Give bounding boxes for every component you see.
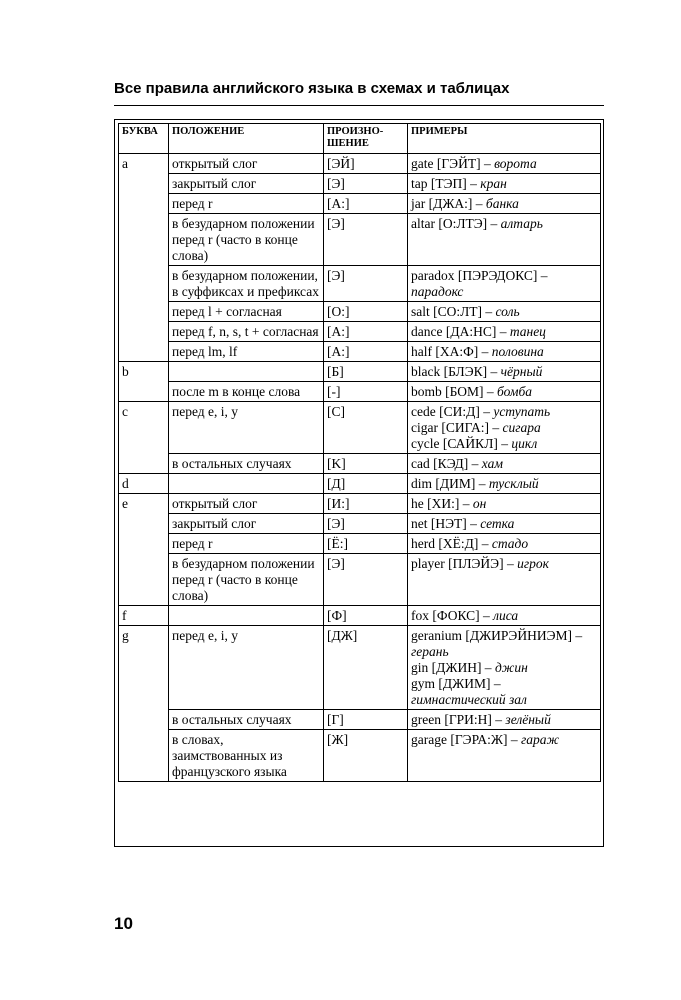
examples-cell <box>408 494 601 514</box>
position-cell: в безударном положении перед r (часто в конце слова) <box>169 214 324 266</box>
example-item <box>411 496 596 512</box>
pronunciation-cell: [О:] <box>324 302 408 322</box>
pronunciation-cell: [ЭЙ] <box>324 154 408 174</box>
position-cell <box>169 606 324 626</box>
example-translation: игрок <box>517 556 549 571</box>
example-word: he <box>411 496 424 511</box>
header-row <box>119 124 601 154</box>
example-item <box>411 608 596 624</box>
pronunciation-cell: [Г] <box>324 710 408 730</box>
example-item <box>411 196 596 212</box>
example-transcription: [ДЖА:] – <box>428 196 483 211</box>
pronunciation-cell: [Э] <box>324 514 408 534</box>
table-row <box>119 730 601 782</box>
table-row <box>119 626 601 710</box>
header-rule <box>114 105 604 106</box>
pronunciation-cell: [Ж] <box>324 730 408 782</box>
examples-cell <box>408 302 601 322</box>
letter-cell: g <box>119 626 169 782</box>
letter-cell: d <box>119 474 169 494</box>
example-transcription: [ТЭП] – <box>430 176 477 191</box>
example-word: cad <box>411 456 430 471</box>
example-word: tap <box>411 176 428 191</box>
example-transcription: [ПЛЭЙЭ] – <box>448 556 514 571</box>
examples-cell <box>408 174 601 194</box>
table-row <box>119 174 601 194</box>
example-word: cede <box>411 404 436 419</box>
example-transcription: [СИГА:] – <box>441 420 500 435</box>
example-word: dim <box>411 476 433 491</box>
example-word: herd <box>411 536 435 551</box>
table-row <box>119 554 601 606</box>
example-transcription: [ДА:НС] – <box>445 324 507 339</box>
position-cell: закрытый слог <box>169 514 324 534</box>
example-transcription: [КЭД] – <box>433 456 479 471</box>
example-word: player <box>411 556 445 571</box>
table-row <box>119 342 601 362</box>
example-word: fox <box>411 608 429 623</box>
example-item <box>411 420 596 436</box>
example-word: jar <box>411 196 426 211</box>
example-translation: бомба <box>497 384 533 399</box>
example-translation: танец <box>509 324 546 339</box>
example-translation: гимнастический зал <box>411 692 527 707</box>
table-row <box>119 266 601 302</box>
pronunciation-cell: [Ё:] <box>324 534 408 554</box>
example-word: altar <box>411 216 435 231</box>
examples-cell <box>408 514 601 534</box>
letter-cell: f <box>119 606 169 626</box>
example-transcription: [ФОКС] – <box>432 608 490 623</box>
example-transcription: [ГЭРА:Ж] – <box>450 732 518 747</box>
table-row <box>119 514 601 534</box>
letter-cell: b <box>119 362 169 402</box>
example-word: geranium <box>411 628 462 643</box>
pronunciation-cell: [A:] <box>324 194 408 214</box>
position-cell <box>169 362 324 382</box>
letter-cell: e <box>119 494 169 606</box>
example-translation: лиса <box>493 608 519 623</box>
example-translation: сетка <box>480 516 515 531</box>
pronunciation-cell: [Д] <box>324 474 408 494</box>
example-item <box>411 268 596 300</box>
example-translation: чёрный <box>500 364 543 379</box>
example-word: gym <box>411 676 436 691</box>
example-item <box>411 732 596 748</box>
examples-cell <box>408 214 601 266</box>
table-row <box>119 606 601 626</box>
example-item <box>411 364 596 380</box>
rules-table <box>118 123 601 782</box>
example-item <box>411 676 596 708</box>
pronunciation-cell: [ДЖ] <box>324 626 408 710</box>
position-cell: после m в конце слова <box>169 382 324 402</box>
table-row <box>119 194 601 214</box>
table-row <box>119 534 601 554</box>
pronunciation-cell: [Э] <box>324 554 408 606</box>
position-cell: перед f, n, s, t + согласная <box>169 322 324 342</box>
example-translation: сигара <box>502 420 541 435</box>
table-row <box>119 402 601 454</box>
pronunciation-cell: [A:] <box>324 342 408 362</box>
example-transcription: [ДЖИРЭЙНИЭМ] – <box>465 628 583 643</box>
pronunciation-cell: [Э] <box>324 266 408 302</box>
position-cell: закрытый слог <box>169 174 324 194</box>
examples-cell <box>408 710 601 730</box>
page-number: 10 <box>114 914 133 933</box>
position-cell: в безударном положении, в суффиксах и префиксах <box>169 266 324 302</box>
examples-cell <box>408 362 601 382</box>
example-word: half <box>411 344 432 359</box>
example-transcription: [СО:ЛТ] – <box>433 304 493 319</box>
example-word: garage <box>411 732 447 747</box>
example-item <box>411 176 596 192</box>
example-translation: герань <box>411 644 449 659</box>
example-item <box>411 404 596 420</box>
header-pronunciation: ПРОИЗНО-ШЕНИЕ <box>324 124 408 154</box>
table-header <box>119 124 601 154</box>
example-word: dance <box>411 324 443 339</box>
position-cell: в остальных случаях <box>169 710 324 730</box>
header-examples: ПРИМЕРЫ <box>408 124 601 154</box>
example-translation: тусклый <box>488 476 539 491</box>
examples-cell <box>408 730 601 782</box>
running-head: Все правила английского языка в схемах и таблицах <box>114 80 510 97</box>
example-translation: кран <box>480 176 507 191</box>
example-item <box>411 436 596 452</box>
example-word: gin <box>411 660 429 675</box>
example-word: bomb <box>411 384 442 399</box>
example-translation: зелёный <box>505 712 551 727</box>
example-item <box>411 536 596 552</box>
letter-cell: c <box>119 402 169 474</box>
table-row <box>119 710 601 730</box>
pronunciation-cell: [Э] <box>324 174 408 194</box>
table-row <box>119 494 601 514</box>
example-item <box>411 628 596 660</box>
example-item <box>411 344 596 360</box>
examples-cell <box>408 194 601 214</box>
pronunciation-cell: [И:] <box>324 494 408 514</box>
examples-cell <box>408 266 601 302</box>
examples-cell <box>408 554 601 606</box>
table-row <box>119 154 601 174</box>
examples-cell <box>408 474 601 494</box>
examples-cell <box>408 626 601 710</box>
example-item <box>411 216 596 232</box>
position-cell: в безударном положении перед r (часто в конце слова) <box>169 554 324 606</box>
example-word: paradox <box>411 268 455 283</box>
examples-cell <box>408 402 601 454</box>
position-cell: перед e, i, y <box>169 626 324 710</box>
example-word: black <box>411 364 441 379</box>
header-position: ПОЛОЖЕНИЕ <box>169 124 324 154</box>
example-item <box>411 456 596 472</box>
examples-cell <box>408 322 601 342</box>
position-cell: открытый слог <box>169 154 324 174</box>
table-row <box>119 214 601 266</box>
example-transcription: [САЙКЛ] – <box>442 436 508 451</box>
example-item <box>411 304 596 320</box>
example-transcription: [ДЖИН] – <box>431 660 492 675</box>
table-row <box>119 302 601 322</box>
example-item <box>411 660 596 676</box>
example-translation: соль <box>495 304 520 319</box>
example-translation: уступать <box>493 404 551 419</box>
examples-cell <box>408 154 601 174</box>
pronunciation-cell: [K] <box>324 454 408 474</box>
example-word: green <box>411 712 441 727</box>
pronunciation-cell: [Э] <box>324 214 408 266</box>
example-word: net <box>411 516 428 531</box>
pronunciation-cell: [-] <box>324 382 408 402</box>
table-row <box>119 382 601 402</box>
example-translation: гараж <box>520 732 560 747</box>
example-transcription: [ХЁ:Д] – <box>438 536 489 551</box>
position-cell: перед r <box>169 534 324 554</box>
table-row <box>119 322 601 342</box>
example-transcription: [ХИ:] – <box>427 496 470 511</box>
example-item <box>411 516 596 532</box>
example-item <box>411 156 596 172</box>
example-item <box>411 384 596 400</box>
examples-cell <box>408 606 601 626</box>
example-word: cycle <box>411 436 440 451</box>
example-transcription: [СИ:Д] – <box>439 404 490 419</box>
example-item <box>411 556 596 572</box>
example-translation: хам <box>481 456 503 471</box>
position-cell: открытый слог <box>169 494 324 514</box>
example-transcription: [БЛЭК] – <box>443 364 498 379</box>
example-translation: половина <box>491 344 544 359</box>
position-cell: перед l + согласная <box>169 302 324 322</box>
pronunciation-cell: [Б] <box>324 362 408 382</box>
table-row <box>119 454 601 474</box>
example-translation: банка <box>485 196 519 211</box>
example-item <box>411 324 596 340</box>
example-item <box>411 712 596 728</box>
pronunciation-cell: [Ф] <box>324 606 408 626</box>
table-row <box>119 362 601 382</box>
example-item <box>411 476 596 492</box>
example-translation: парадокс <box>411 284 464 299</box>
pronunciation-cell: [C] <box>324 402 408 454</box>
letter-cell: a <box>119 154 169 362</box>
example-transcription: [ДЖИМ] – <box>438 676 501 691</box>
example-transcription: [ДИМ] – <box>435 476 486 491</box>
example-transcription: [ГРИ:Н] – <box>444 712 503 727</box>
example-word: salt <box>411 304 430 319</box>
example-translation: стадо <box>491 536 529 551</box>
example-translation: он <box>472 496 487 511</box>
example-transcription: [ГЭЙТ] – <box>436 156 491 171</box>
example-word: gate <box>411 156 434 171</box>
table-row <box>119 474 601 494</box>
examples-cell <box>408 382 601 402</box>
position-cell <box>169 474 324 494</box>
example-word: cigar <box>411 420 438 435</box>
example-transcription: [НЭТ] – <box>430 516 477 531</box>
position-cell: перед e, i, y <box>169 402 324 454</box>
position-cell: перед lm, lf <box>169 342 324 362</box>
table-body <box>119 154 601 782</box>
example-translation: джин <box>494 660 528 675</box>
examples-cell <box>408 342 601 362</box>
position-cell: в словах, заимствованных из французского языка <box>169 730 324 782</box>
header-letter: БУКВА <box>119 124 169 154</box>
example-translation: ворота <box>494 156 537 171</box>
example-transcription: [О:ЛТЭ] – <box>438 216 498 231</box>
example-transcription: [ХА:Ф] – <box>435 344 489 359</box>
example-translation: алтарь <box>500 216 543 231</box>
position-cell: в остальных случаях <box>169 454 324 474</box>
position-cell: перед r <box>169 194 324 214</box>
example-transcription: [ПЭРЭДОКС] – <box>457 268 548 283</box>
examples-cell <box>408 454 601 474</box>
pronunciation-cell: [A:] <box>324 322 408 342</box>
example-transcription: [БОМ] – <box>445 384 494 399</box>
example-translation: цикл <box>511 436 538 451</box>
examples-cell <box>408 534 601 554</box>
